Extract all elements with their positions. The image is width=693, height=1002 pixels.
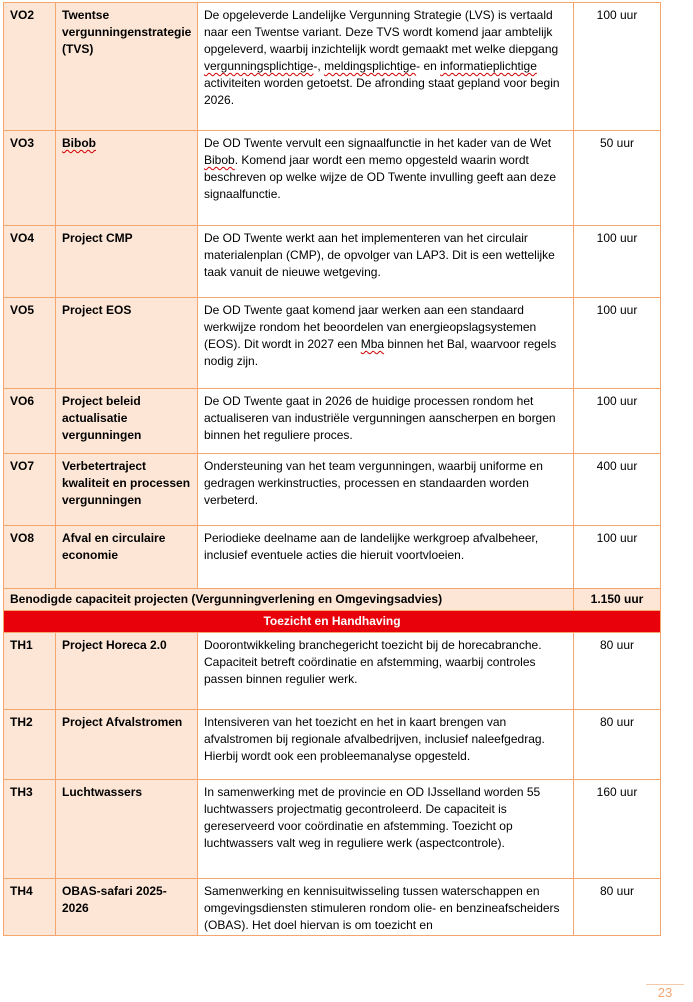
project-name: Afval en circulaire economie — [56, 526, 198, 589]
project-hours: 100 uur — [574, 226, 661, 298]
project-name: Twentse vergunningenstrategie (TVS) — [56, 3, 198, 131]
table-row — [4, 454, 661, 526]
total-capacity-row — [4, 589, 661, 611]
table-row — [4, 298, 661, 389]
project-hours: 100 uur — [574, 3, 661, 131]
project-hours: 80 uur — [574, 633, 661, 710]
project-hours: 80 uur — [574, 710, 661, 780]
project-code: TH2 — [4, 710, 56, 780]
project-name: OBAS-safari 2025-2026 — [56, 879, 198, 936]
table-row — [4, 710, 661, 780]
project-hours: 160 uur — [574, 780, 661, 879]
project-code: VO7 — [4, 454, 56, 526]
project-description: De OD Twente vervult een signaalfunctie in het kader van de Wet Bibob. Komend jaar wordt een memo opgesteld waarin wordt beschreven op welke wijze de OD Twente invulling geeft aan deze signaalfunctie. — [198, 131, 574, 226]
project-description: Doorontwikkeling branchegericht toezicht bij de horecabranche. Capaciteit betreft coördinatie en afstemming, waarbij controles passen binnen regulier werk. — [198, 633, 574, 710]
project-name: Project CMP — [56, 226, 198, 298]
spellcheck-word: vergunningsplichtige — [204, 59, 314, 73]
section-title: Toezicht en Handhaving — [4, 611, 661, 633]
project-description: Periodieke deelname aan de landelijke werkgroep afvalbeheer, inclusief eventuele acties die hieruit voortvloeien. — [198, 526, 574, 589]
project-description: De OD Twente werkt aan het implementeren van het circulair materialenplan (CMP), de opvolger van LAP3. Dit is een wettelijke taak vanuit de nieuwe wetgeving. — [198, 226, 574, 298]
project-code: VO4 — [4, 226, 56, 298]
project-description: De OD Twente gaat komend jaar werken aan een standaard werkwijze rondom het beoordelen van energieopslagsystemen (EOS). Dit wordt in 2027 een Mba binnen het Bal, waarvoor regels nodig zijn. — [198, 298, 574, 389]
project-description: De OD Twente gaat in 2026 de huidige processen rondom het actualiseren van industriële vergunningen aanscherpen en borgen binnen het reguliere proces. — [198, 389, 574, 454]
table-row — [4, 226, 661, 298]
table-row — [4, 131, 661, 226]
project-code: VO5 — [4, 298, 56, 389]
spellcheck-word: Bibob — [62, 136, 96, 150]
project-code: VO3 — [4, 131, 56, 226]
project-description: In samenwerking met de provincie en OD IJsselland worden 55 luchtwassers projectmatig gecontroleerd. De capaciteit is gereserveerd voor coördinatie en afstemming. Toezicht op luchtwassers valt weg in reguliere werk (aspectcontrole). — [198, 780, 574, 879]
table-row — [4, 389, 661, 454]
project-code: VO2 — [4, 3, 56, 131]
project-hours: 50 uur — [574, 131, 661, 226]
table-row — [4, 879, 661, 936]
project-code: TH1 — [4, 633, 56, 710]
project-hours: 100 uur — [574, 389, 661, 454]
project-name: Project Afvalstromen — [56, 710, 198, 780]
spellcheck-word: meldingsplichtige — [324, 59, 417, 73]
project-description: Samenwerking en kennisuitwisseling tussen waterschappen en omgevingsdiensten stimuleren rondom olie- en benzineafscheiders (OBAS). Het doel hiervan is om toezicht en — [198, 879, 574, 936]
project-description: Ondersteuning van het team vergunningen, waarbij uniforme en gedragen werkinstructies, processen en standaarden worden verbeterd. — [198, 454, 574, 526]
table-row — [4, 633, 661, 710]
project-description: Intensiveren van het toezicht en het in kaart brengen van afvalstromen bij regionale afvalbedrijven, inclusief naleefgedrag. Hierbij wordt ook een probleemanalyse opgesteld. — [198, 710, 574, 780]
total-capacity-hours: 1.150 uur — [574, 589, 661, 611]
project-hours: 80 uur — [574, 879, 661, 936]
total-capacity-label: Benodigde capaciteit projecten (Vergunningverlening en Omgevingsadvies) — [4, 589, 574, 611]
project-capacity-table — [3, 2, 661, 936]
project-code: TH3 — [4, 780, 56, 879]
page-number: 23 — [646, 984, 684, 1000]
spellcheck-word: Bibob — [204, 153, 235, 167]
project-code: VO6 — [4, 389, 56, 454]
project-name — [56, 131, 198, 226]
table-row — [4, 780, 661, 879]
project-name: Project EOS — [56, 298, 198, 389]
spellcheck-word: informatieplichtige — [440, 59, 537, 73]
table-row — [4, 526, 661, 589]
project-hours: 100 uur — [574, 298, 661, 389]
table-row — [4, 3, 661, 131]
project-name: Verbetertraject kwaliteit en processen vergunningen — [56, 454, 198, 526]
project-name: Project Horeca 2.0 — [56, 633, 198, 710]
project-code: VO8 — [4, 526, 56, 589]
project-hours: 100 uur — [574, 526, 661, 589]
project-hours: 400 uur — [574, 454, 661, 526]
project-name: Project beleid actualisatie vergunningen — [56, 389, 198, 454]
project-name: Luchtwassers — [56, 780, 198, 879]
project-description: De opgeleverde Landelijke Vergunning Strategie (LVS) is vertaald naar een Twentse variant. Deze TVS wordt komend jaar ambtelijk opgeleverd, waarbij inzichtelijk wordt gemaakt met welke diepgang vergunningsplichtige-, meldingsplichtige- en informatieplichtige activiteiten worden getoetst. De afronding staat gepland voor begin 2026. — [198, 3, 574, 131]
spellcheck-word: Mba — [360, 337, 385, 351]
section-header-row — [4, 611, 661, 633]
project-code: TH4 — [4, 879, 56, 936]
